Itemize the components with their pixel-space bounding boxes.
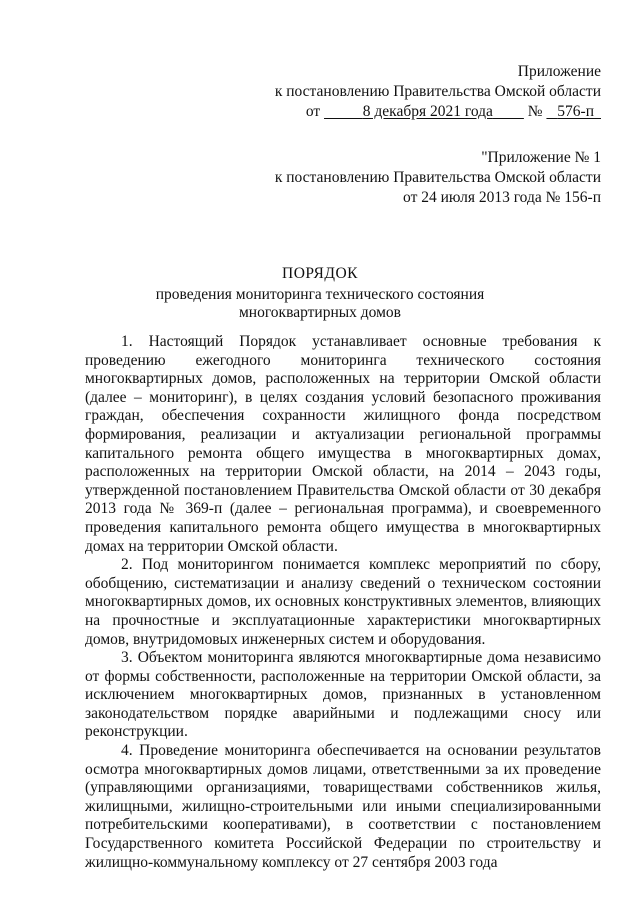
prior-appendix-header (275, 148, 601, 208)
paragraph-1: 1. Настоящий Порядок устанавливает основные требования к проведению ежегодного мониторинга технического состояния многоквартирных домов, расположенных на территории Омской области (далее – мониторинг), в целях создания условий безопасного проживания граждан, обеспечения сохранности жилищного фонда посредством формирования, реализации и актуализации региональной программы капитального ремонта общего имущества в многоквартирных домах, расположенных на территории Омской области, на 2014 – 2043 годы, утвержденной постановлением Правительства Омской области от 30 декабря 2013 года № 369-п (далее – региональная программа), и своевременного проведения капитального ремонта общего имущества в многоквартирных домах на территории Омской области. (85, 333, 601, 555)
paragraph-4: 4. Проведение мониторинга обеспечивается на основании результатов осмотра многоквартирных домов лицами, ответственными за их проведение (управляющими организациями, товариществами собственников жилья, жилищными, жилищно-строительными или иными специализированными потребительскими кооперативами), в соответствии с постановлением Государственного комитета Российской Федерации по строительству и жилищно-коммунальному комплексу от 27 сентября 2003 года (85, 742, 601, 871)
prior-appendix-title: "Приложение № 1 (481, 149, 601, 166)
document-title-block (0, 265, 640, 323)
appendix-number-label: № (527, 103, 543, 120)
prior-appendix-resolution-line: к постановлению Правительства Омской области (274, 169, 601, 186)
document-body (85, 333, 601, 872)
paragraph-2: 2. Под мониторингом понимается комплекс мероприятий по сбору, обобщению, систематизации и анализу сведений о техническом состоянии многоквартирных домов, их основных конструктивных элементов, влияющих на прочностные и эксплуатационные характеристики многоквартирных домов, внутридомовых инженерных систем и оборудования. (85, 556, 601, 648)
appendix-from-label: от (305, 103, 321, 120)
appendix-title: Приложение (517, 63, 601, 80)
paragraph-3: 3. Объектом мониторинга являются многоквартирные дома независимо от формы собственности, расположенные на территории Омской области, за исключением многоквартирных домов, признанных в установленном законодательством порядке аварийными и подлежащими сносу или реконструкции. (85, 649, 601, 741)
appendix-date-number-line (275, 102, 601, 122)
appendix-header (275, 62, 601, 122)
prior-appendix-date-number-line: от 24 июля 2013 года № 156-п (403, 189, 601, 206)
document-subtitle-line-1: проведения мониторинга технического состояния (155, 285, 485, 303)
appendix-date: 8 декабря 2021 года (362, 103, 493, 120)
document-title: ПОРЯДОК (282, 265, 358, 282)
appendix-resolution-line: к постановлению Правительства Омской области (274, 83, 601, 100)
appendix-number: 576-п (557, 103, 595, 120)
document-subtitle-line-2: многоквартирных домов (238, 304, 402, 321)
